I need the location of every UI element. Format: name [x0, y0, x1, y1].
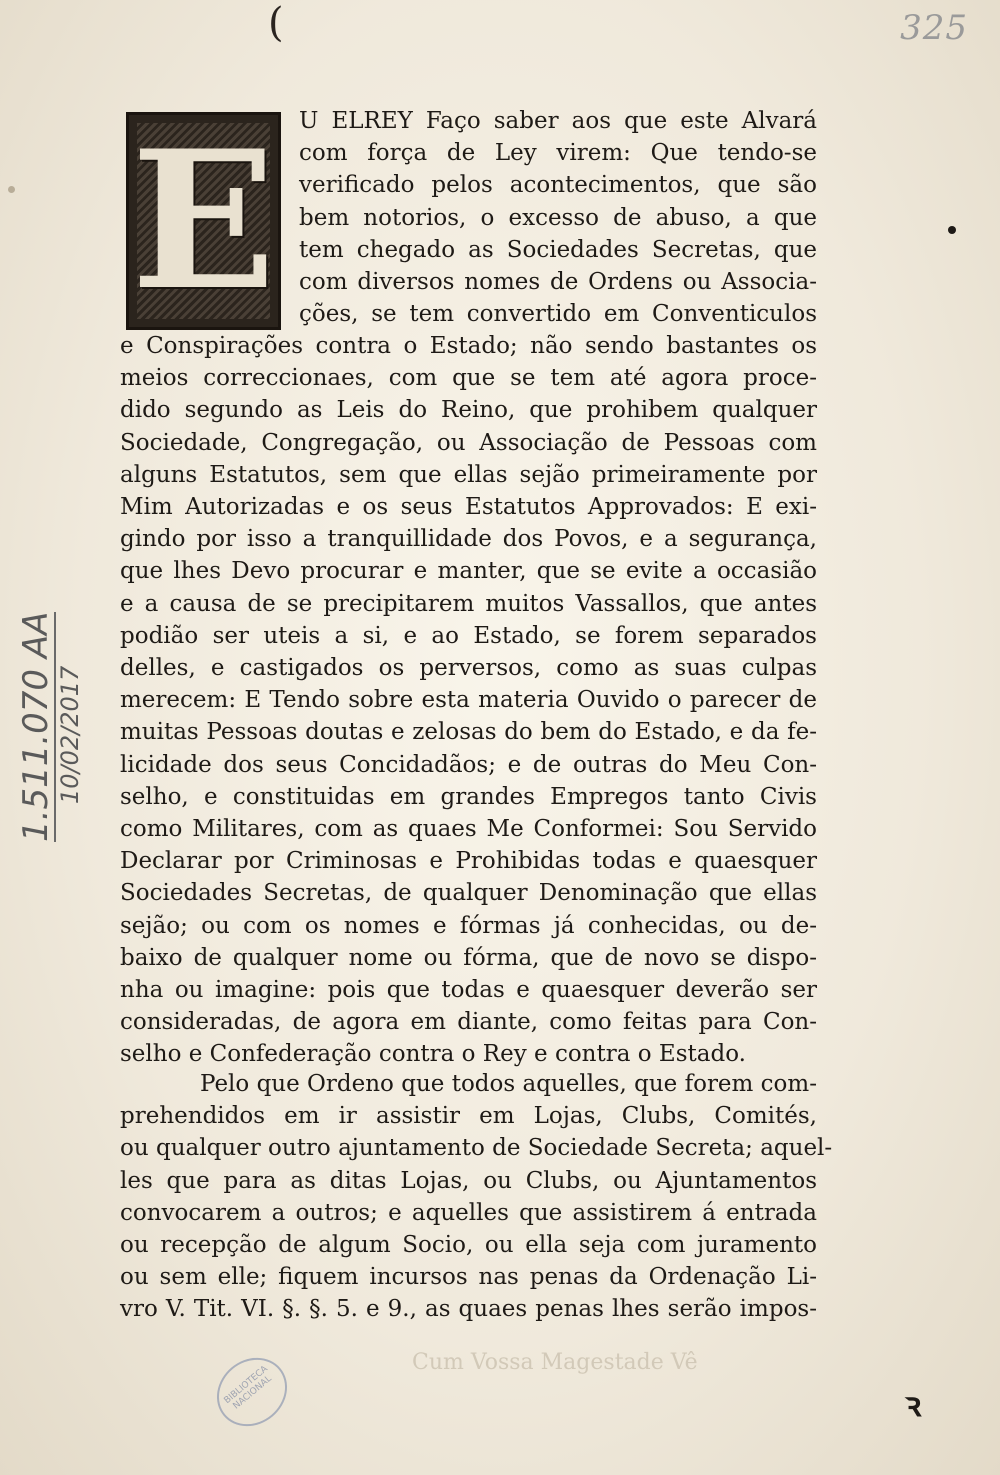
text-line: meios correccionaes, com que se tem até agora proce- [120, 365, 817, 392]
library-stamp [203, 1344, 301, 1441]
library-stamp-text: BIBLIOTECA NACIONAL [222, 1364, 274, 1412]
text-line: Sociedade, Congregação, ou Associação de Pessoas com [120, 429, 817, 456]
text-line: Mim Autorizadas e os seus Estatutos Approvados: E exi- [120, 494, 817, 520]
text-line: selho e Confederação contra o Rey e contra o Estado. [120, 1041, 746, 1068]
archive-reference [18, 612, 84, 842]
text-line: podião ser uteis a si, e ao Estado, se forem separados [120, 622, 817, 649]
text-line: delles, e castigados os perversos, como as suas culpas [120, 655, 817, 681]
decorated-initial [126, 109, 281, 332]
text-line: vro V. Tit. VI. §. §. 5. e 9., as quaes penas lhes serão impos- [120, 1296, 817, 1323]
text-line: Pelo que Ordeno que todos aquelles, que forem com- [200, 1071, 817, 1097]
text-line: e Conspirações contra o Estado; não sendo bastantes os [120, 333, 817, 359]
text-line: ou qualquer outro ajuntamento de Sociedade Secreta; aquel- [120, 1135, 833, 1162]
text-line: gindo por isso a tranquillidade dos Povos, e a segurança, [120, 526, 817, 553]
text-line: e a causa de se precipitarem muitos Vassallos, que antes [120, 590, 817, 617]
text-line: ou sem elle; fiquem incursos nas penas da Ordenação Li- [120, 1264, 817, 1291]
text-line: ou recepção de algum Socio, ou ella seja com juramento [120, 1232, 817, 1258]
text-line: prehendidos em ir assistir em Lojas, Clubs, Comités, [120, 1103, 817, 1130]
text-line: licidade dos seus Concidadãos; e de outras do Meu Con- [120, 751, 817, 778]
initial-letter-glyph: E [131, 109, 276, 332]
text-line: merecem: E Tendo sobre esta materia Ouvido o parecer de [120, 687, 817, 714]
archive-reference-date: 10/02/2017 [56, 665, 84, 804]
text-line: convocarem a outros; e aquelles que assistirem á entrada [120, 1199, 817, 1226]
catchword-mark: ꝛ [905, 1385, 922, 1425]
text-line: Sociedades Secretas, de qualquer Denominação que ellas [120, 880, 817, 907]
text-line: consideradas, de agora em diante, como feitas para Con- [120, 1009, 817, 1036]
text-line: selho, e constituidas em grandes Empregos tanto Civis [120, 783, 817, 810]
text-line: baixo de qualquer nome ou fórma, que de novo se dispo- [120, 944, 817, 971]
bleed-through-text: Cum Vossa Magestade Vê [412, 1350, 698, 1375]
text-line: ções, se tem convertido em Conventiculos [299, 301, 817, 328]
top-mark: ( [268, 0, 284, 46]
text-line: com força de Ley virem: Que tendo-se [299, 140, 817, 167]
ink-spot [948, 226, 956, 234]
text-line: dido segundo as Leis do Reino, que prohibem qualquer [120, 397, 817, 424]
page-number: 325 [900, 8, 968, 48]
text-line: U ELREY Faço saber aos que este Alvará [299, 108, 817, 134]
archive-reference-id: 1.511.070 AA [16, 611, 56, 842]
text-line: muitas Pessoas doutas e zelosas do bem do Estado, e da fe- [120, 719, 817, 746]
text-line: sejão; ou com os nomes e fórmas já conhecidas, ou de- [120, 912, 817, 939]
text-line: bem notorios, o excesso de abuso, a que [299, 204, 817, 231]
ink-spot [8, 186, 15, 193]
text-line: tem chegado as Sociedades Secretas, que [299, 236, 817, 263]
text-line: les que para as ditas Lojas, ou Clubs, ou Ajuntamentos [120, 1167, 817, 1194]
text-line: com diversos nomes de Ordens ou Associa- [299, 269, 817, 295]
text-line: como Militares, com as quaes Me Conformei: Sou Servido [120, 816, 817, 842]
text-line: nha ou imagine: pois que todas e quaesquer deverão ser [120, 977, 817, 1003]
text-line: verificado pelos acontecimentos, que são [299, 172, 817, 199]
text-line: Declarar por Criminosas e Prohibidas todas e quaesquer [120, 848, 817, 875]
text-line: alguns Estatutos, sem que ellas sejão primeiramente por [120, 461, 817, 488]
text-line: que lhes Devo procurar e manter, que se evite a occasião [120, 558, 817, 585]
